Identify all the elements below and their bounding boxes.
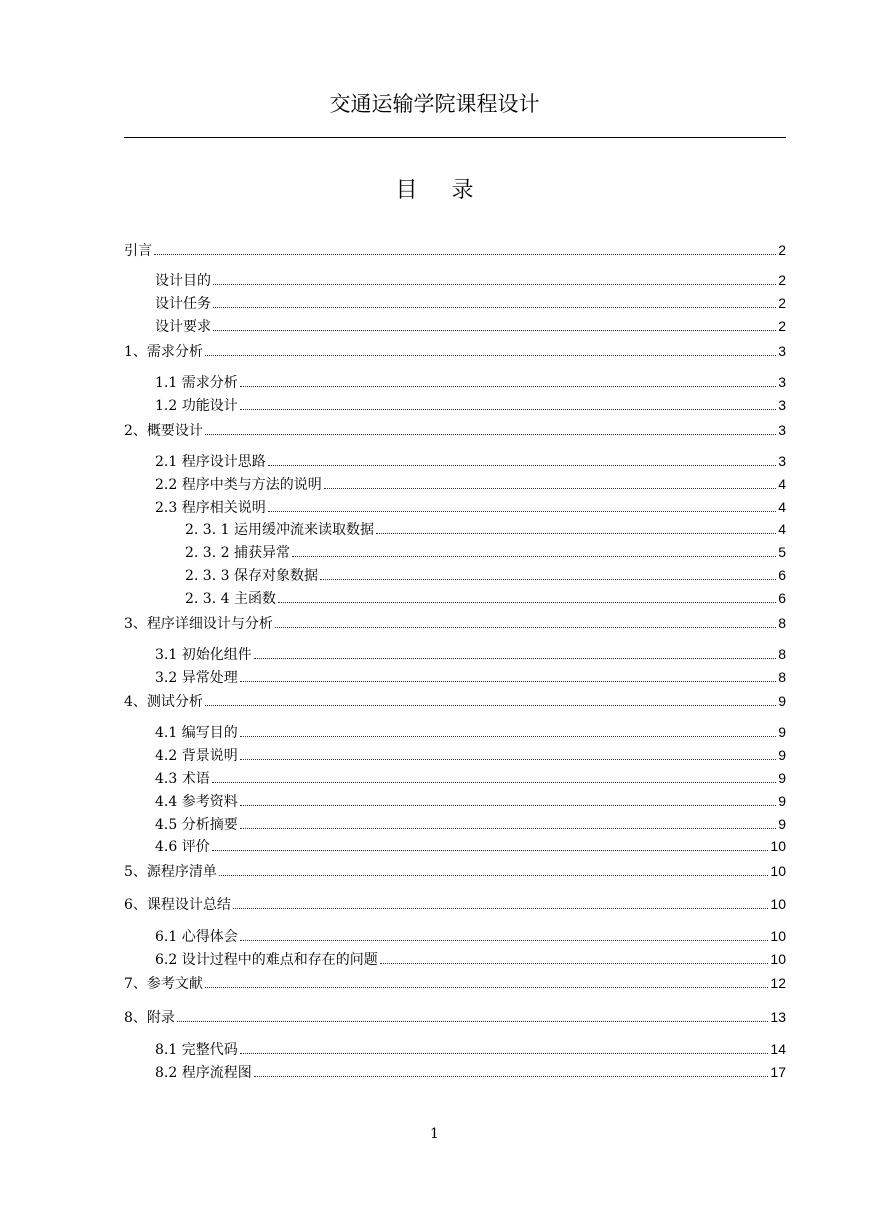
toc-entry-page: 4 bbox=[778, 499, 786, 515]
toc-entry[interactable] bbox=[185, 542, 786, 562]
toc-entry-title: 6.2 设计过程中的难点和存在的问题 bbox=[155, 952, 378, 968]
toc-entry-page: 9 bbox=[778, 693, 786, 709]
toc-entry-title: 4.6 评价 bbox=[155, 839, 210, 855]
toc-entry[interactable] bbox=[185, 565, 786, 585]
toc-entry-page: 9 bbox=[778, 747, 786, 763]
toc-dot-leader bbox=[254, 644, 776, 659]
toc-entry-page: 10 bbox=[770, 928, 786, 944]
toc-dot-leader bbox=[219, 861, 769, 876]
toc-entry[interactable] bbox=[155, 836, 786, 856]
toc-dot-leader bbox=[254, 1062, 769, 1077]
toc-entry-page: 14 bbox=[770, 1041, 786, 1057]
toc-entry[interactable] bbox=[155, 791, 786, 811]
toc-entry-page: 9 bbox=[778, 793, 786, 809]
toc-entry[interactable] bbox=[185, 588, 786, 608]
toc-entry-title: 8、附录 bbox=[124, 1010, 175, 1026]
toc-entry-title: 设计任务 bbox=[155, 296, 211, 312]
toc-entry-page: 2 bbox=[778, 318, 786, 334]
toc-dot-leader bbox=[240, 667, 776, 682]
toc-dot-leader bbox=[380, 949, 769, 964]
toc-entry[interactable] bbox=[155, 316, 786, 336]
toc-dot-leader bbox=[213, 270, 776, 285]
toc-entry-page: 2 bbox=[778, 272, 786, 288]
toc-entry-page: 17 bbox=[770, 1064, 786, 1080]
toc-entry-page: 3 bbox=[778, 343, 786, 359]
toc-entry-title: 设计目的 bbox=[155, 273, 211, 289]
toc-entry-title: 6、课程设计总结 bbox=[124, 897, 231, 913]
toc-entry-title: 4.4 参考资料 bbox=[155, 794, 238, 810]
toc-entry[interactable] bbox=[155, 768, 786, 788]
toc-dot-leader bbox=[278, 588, 776, 603]
toc-entry-page: 5 bbox=[778, 544, 786, 560]
toc-entry[interactable] bbox=[155, 926, 786, 946]
toc-entry-page: 9 bbox=[778, 724, 786, 740]
toc-dot-leader bbox=[154, 240, 776, 255]
toc-entry-title: 设计要求 bbox=[155, 319, 211, 335]
toc-entry-page: 8 bbox=[778, 646, 786, 662]
toc-dot-leader bbox=[240, 1039, 769, 1054]
toc-entry[interactable] bbox=[155, 1062, 786, 1082]
toc-entry[interactable] bbox=[124, 973, 786, 993]
toc-entry-page: 10 bbox=[770, 838, 786, 854]
toc-entry-page: 6 bbox=[778, 567, 786, 583]
toc-entry[interactable] bbox=[155, 814, 786, 834]
toc-entry-page: 8 bbox=[778, 669, 786, 685]
toc-entry-title: 4.1 编写目的 bbox=[155, 725, 238, 741]
toc-entry[interactable] bbox=[124, 240, 786, 260]
toc-entry-page: 9 bbox=[778, 770, 786, 786]
toc-entry-title: 5、源程序清单 bbox=[124, 864, 217, 880]
toc-entry[interactable] bbox=[155, 667, 786, 687]
toc-entry-title: 2. 3. 3 保存对象数据 bbox=[185, 568, 318, 584]
toc-entry[interactable] bbox=[155, 644, 786, 664]
toc-entry-title: 2. 3. 2 捕获异常 bbox=[185, 545, 290, 561]
toc-entry-title: 引言 bbox=[124, 243, 152, 259]
toc-entry-title: 1.1 需求分析 bbox=[155, 375, 238, 391]
toc-dot-leader bbox=[205, 973, 769, 988]
toc-entry-title: 2.2 程序中类与方法的说明 bbox=[155, 477, 322, 493]
toc-entry-title: 8.1 完整代码 bbox=[155, 1042, 238, 1058]
toc-entry-title: 3.2 异常处理 bbox=[155, 670, 238, 686]
toc-dot-leader bbox=[240, 395, 776, 410]
toc-dot-leader bbox=[275, 613, 776, 628]
toc-dot-leader bbox=[240, 372, 776, 387]
toc-entry[interactable] bbox=[155, 474, 786, 494]
toc-entry-page: 4 bbox=[778, 521, 786, 537]
toc-entry[interactable] bbox=[185, 519, 786, 539]
toc-entry[interactable] bbox=[155, 293, 786, 313]
toc-entry-title: 4.5 分析摘要 bbox=[155, 817, 238, 833]
toc-entry-title: 1、需求分析 bbox=[124, 344, 203, 360]
toc-entry[interactable] bbox=[124, 894, 786, 914]
toc-entry[interactable] bbox=[124, 420, 786, 440]
toc-dot-leader bbox=[240, 722, 776, 737]
toc-dot-leader bbox=[213, 316, 776, 331]
toc-entry-page: 4 bbox=[778, 476, 786, 492]
toc-entry[interactable] bbox=[155, 497, 786, 517]
toc-entry[interactable] bbox=[155, 1039, 786, 1059]
toc-entry[interactable] bbox=[124, 861, 786, 881]
toc-dot-leader bbox=[376, 519, 776, 534]
toc-dot-leader bbox=[205, 691, 776, 706]
document-header-title: 交通运输学院课程设计 bbox=[329, 92, 540, 116]
toc-entry[interactable] bbox=[155, 270, 786, 290]
toc-entry-title: 4.2 背景说明 bbox=[155, 748, 238, 764]
toc-dot-leader bbox=[240, 791, 776, 806]
toc-entry-title: 2、概要设计 bbox=[124, 423, 203, 439]
toc-entry-title: 4.3 术语 bbox=[155, 771, 210, 787]
toc-entry[interactable] bbox=[155, 745, 786, 765]
toc-entry-title: 2. 3. 4 主函数 bbox=[185, 591, 276, 607]
toc-dot-leader bbox=[324, 474, 776, 489]
toc-entry[interactable] bbox=[155, 722, 786, 742]
toc-dot-leader bbox=[205, 420, 776, 435]
toc-entry-page: 3 bbox=[778, 397, 786, 413]
toc-dot-leader bbox=[212, 836, 769, 851]
toc-dot-leader bbox=[205, 341, 776, 356]
toc-dot-leader bbox=[240, 926, 769, 941]
toc-dot-leader bbox=[268, 451, 776, 466]
toc-entry-title: 7、参考文献 bbox=[124, 976, 203, 992]
toc-dot-leader bbox=[292, 542, 776, 557]
toc-dot-leader bbox=[212, 768, 776, 783]
toc-entry[interactable] bbox=[155, 395, 786, 415]
toc-entry-title: 8.2 程序流程图 bbox=[155, 1065, 252, 1081]
toc-dot-leader bbox=[177, 1007, 769, 1022]
toc-entry-page: 8 bbox=[778, 615, 786, 631]
toc-dot-leader bbox=[320, 565, 776, 580]
toc-entry-page: 13 bbox=[770, 1009, 786, 1025]
toc-entry-title: 4、测试分析 bbox=[124, 694, 203, 710]
toc-entry-page: 2 bbox=[778, 295, 786, 311]
toc-dot-leader bbox=[240, 745, 776, 760]
toc-entry-page: 3 bbox=[778, 422, 786, 438]
toc-entry-title: 6.1 心得体会 bbox=[155, 929, 238, 945]
toc-dot-leader bbox=[213, 293, 776, 308]
toc-entry[interactable] bbox=[124, 341, 786, 361]
toc-entry-page: 9 bbox=[778, 816, 786, 832]
toc-entry-title: 1.2 功能设计 bbox=[155, 398, 238, 414]
page-number: 1 bbox=[430, 1126, 439, 1142]
toc-entry[interactable] bbox=[155, 949, 786, 969]
toc-entry-page: 10 bbox=[770, 951, 786, 967]
toc-dot-leader bbox=[268, 497, 776, 512]
toc-heading-char-1: 目 bbox=[395, 178, 418, 203]
toc-entry-page: 3 bbox=[778, 374, 786, 390]
toc-entry-page: 12 bbox=[770, 975, 786, 991]
toc-entry[interactable] bbox=[155, 372, 786, 392]
toc-entry-title: 2.1 程序设计思路 bbox=[155, 454, 266, 470]
toc-entry[interactable] bbox=[124, 1007, 786, 1027]
toc-entry-title: 3.1 初始化组件 bbox=[155, 647, 252, 663]
toc-entry-title: 2. 3. 1 运用缓冲流来读取数据 bbox=[185, 522, 374, 538]
toc-entry-page: 2 bbox=[778, 242, 786, 258]
toc-entry-title: 2.3 程序相关说明 bbox=[155, 500, 266, 516]
toc-entry-page: 10 bbox=[770, 896, 786, 912]
toc-dot-leader bbox=[240, 814, 776, 829]
toc-heading-char-2: 录 bbox=[451, 178, 474, 203]
toc-entry-page: 3 bbox=[778, 453, 786, 469]
toc-entry[interactable] bbox=[155, 451, 786, 471]
toc-entry-title: 3、程序详细设计与分析 bbox=[124, 616, 273, 632]
toc-entry-page: 6 bbox=[778, 590, 786, 606]
toc-entry-page: 10 bbox=[770, 863, 786, 879]
toc-dot-leader bbox=[233, 894, 769, 909]
toc-entry[interactable] bbox=[124, 613, 786, 633]
toc-entry[interactable] bbox=[124, 691, 786, 711]
